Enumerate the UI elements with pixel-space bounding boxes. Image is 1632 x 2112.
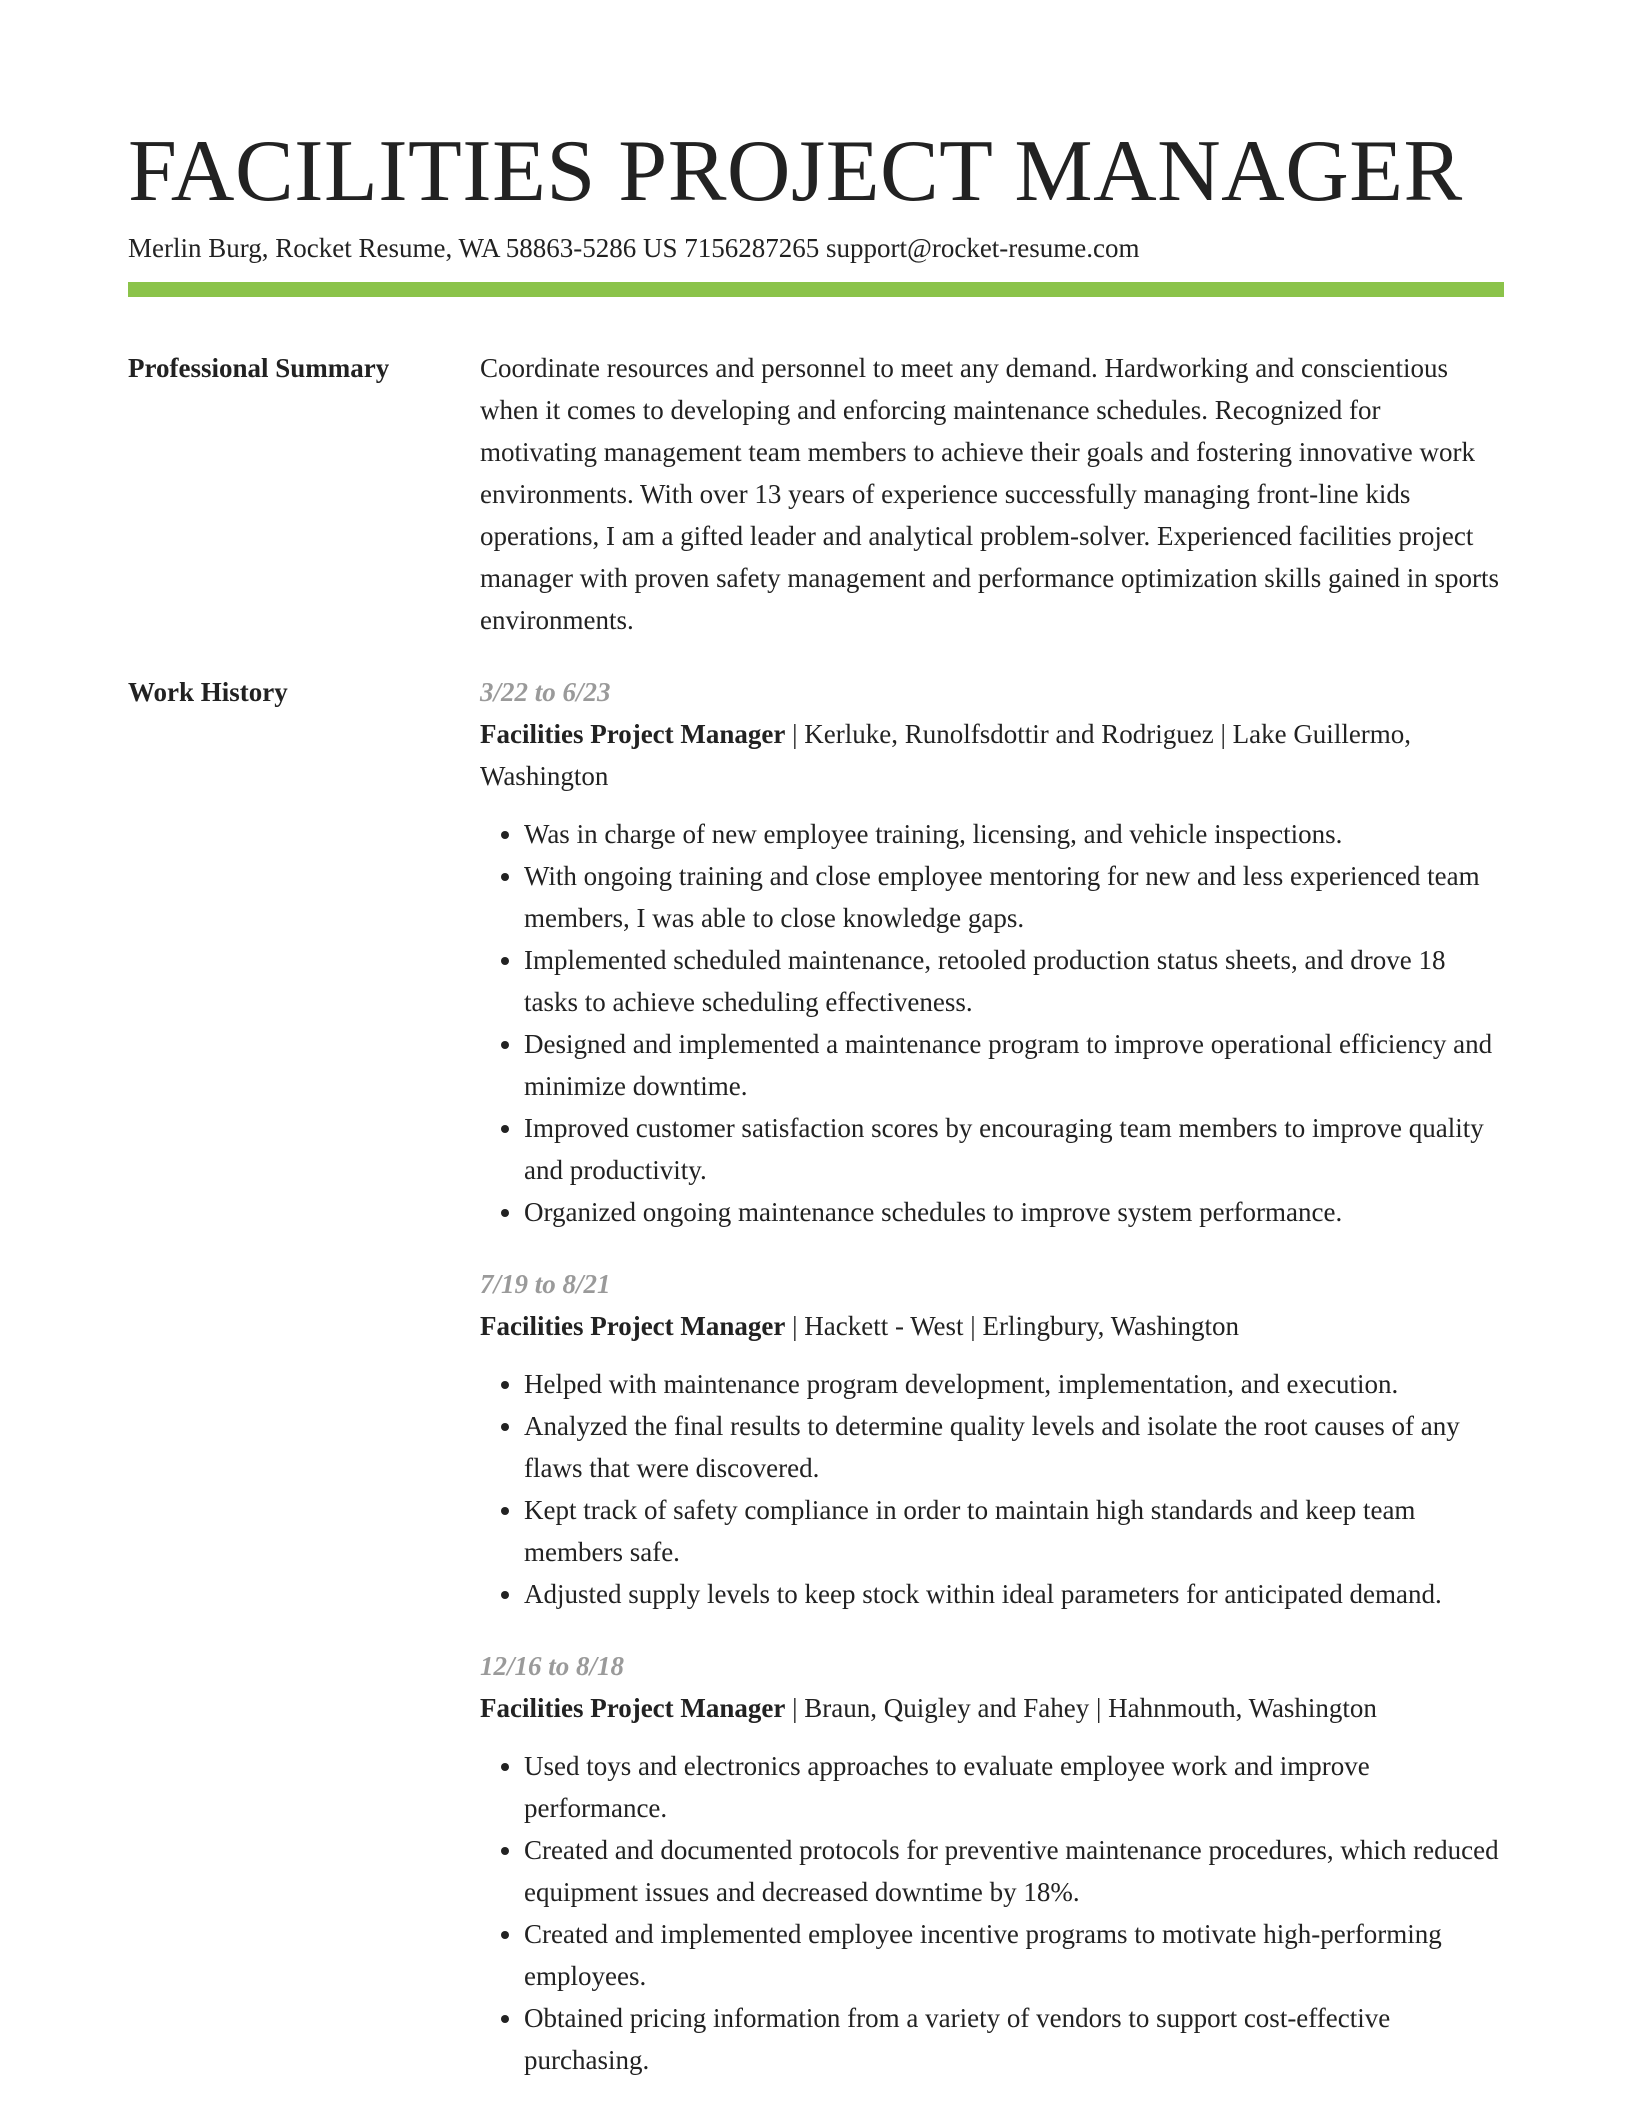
job-bullets <box>480 813 1504 1233</box>
job-heading <box>480 1687 1504 1729</box>
job-dates: 12/16 to 8/18 <box>480 1651 625 1681</box>
work-history-section <box>128 671 1504 2081</box>
job-heading <box>480 713 1504 797</box>
job-bullet: • Created and implemented employee incentive programs to motivate high-performing employees. <box>524 1913 1504 1997</box>
job-dates: 7/19 to 8/21 <box>480 1269 611 1299</box>
accent-divider <box>128 282 1504 297</box>
job-entry <box>480 1645 1504 2081</box>
job-bullet: • Improved customer satisfaction scores by encouraging team members to improve quality and productivity. <box>524 1107 1504 1191</box>
job-bullet: • Kept track of safety compliance in order to maintain high standards and keep team members safe. <box>524 1489 1504 1573</box>
job-bullet: • Was in charge of new employee training, licensing, and vehicle inspections. <box>524 813 1504 855</box>
job-dates: 3/22 to 6/23 <box>480 677 611 707</box>
professional-summary-section <box>128 347 1504 641</box>
resume-title: FACILITIES PROJECT MANAGER <box>128 123 1463 220</box>
work-history-body <box>480 671 1504 2081</box>
job-entry <box>480 671 1504 1233</box>
section-heading-summary: Professional Summary <box>128 353 390 383</box>
summary-text: Coordinate resources and personnel to meet any demand. Hardworking and conscientious when it comes to developing and enforcing maintenance schedules. Recognized for motivating management team members to achieve their goals and fostering innovative work environments. With over 13 years of experience successfully managing front-line kids operations, I am a gifted leader and analytical problem-solver. Experienced facilities project manager with proven safety management and performance optimization skills gained in sports environments. <box>480 353 1499 635</box>
summary-body <box>480 347 1504 641</box>
resume-page <box>128 0 1504 2081</box>
contact-info: Merlin Burg, Rocket Resume, WA 58863-5286 US 7156287265 support@rocket-resume.com <box>128 233 1140 263</box>
job-bullet: • Implemented scheduled maintenance, retooled production status sheets, and drove 18 tasks to achieve scheduling effectiveness. <box>524 939 1504 1023</box>
job-bullet: • Obtained pricing information from a variety of vendors to support cost-effective purchasing. <box>524 1997 1504 2081</box>
job-bullet: • With ongoing training and close employee mentoring for new and less experienced team members, I was able to close knowledge gaps. <box>524 855 1504 939</box>
job-bullets <box>480 1745 1504 2081</box>
job-title: Facilities Project Manager <box>480 719 786 749</box>
job-bullet: • Created and documented protocols for preventive maintenance procedures, which reduced equipment issues and decreased downtime by 18%. <box>524 1829 1504 1913</box>
job-bullet: • Organized ongoing maintenance schedules to improve system performance. <box>524 1191 1504 1233</box>
section-heading-work-history: Work History <box>128 677 288 707</box>
job-entry <box>480 1263 1504 1615</box>
job-bullet: • Helped with maintenance program development, implementation, and execution. <box>524 1363 1504 1405</box>
job-bullet: • Analyzed the final results to determine quality levels and isolate the root causes of any flaws that were discovered. <box>524 1405 1504 1489</box>
job-details: | Kerluke, Runolfsdottir and Rodriguez | Lake Guillermo, Washington <box>480 719 1412 791</box>
job-bullet: • Used toys and electronics approaches to evaluate employee work and improve performance. <box>524 1745 1504 1829</box>
job-title: Facilities Project Manager <box>480 1693 786 1723</box>
job-heading <box>480 1305 1504 1347</box>
job-details: | Hackett - West | Erlingbury, Washington <box>785 1311 1240 1341</box>
job-bullet: • Designed and implemented a maintenance program to improve operational efficiency and minimize downtime. <box>524 1023 1504 1107</box>
job-title: Facilities Project Manager <box>480 1311 786 1341</box>
job-bullets <box>480 1363 1504 1615</box>
job-bullet: • Adjusted supply levels to keep stock within ideal parameters for anticipated demand. <box>524 1573 1504 1615</box>
job-details: | Braun, Quigley and Fahey | Hahnmouth, Washington <box>785 1693 1377 1723</box>
